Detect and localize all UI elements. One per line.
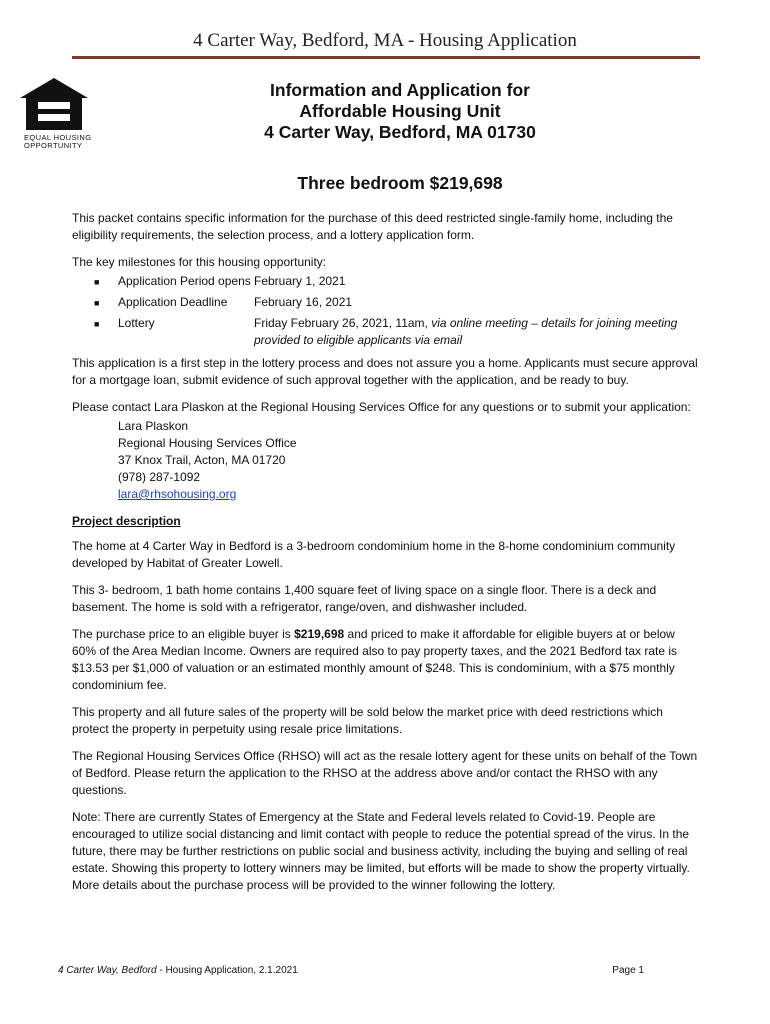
bullet-icon: ■ — [94, 319, 100, 329]
bullet-icon: ■ — [94, 277, 100, 287]
running-header: 4 Carter Way, Bedford, MA - Housing Application — [193, 30, 577, 51]
covid-note-paragraph: Note: There are currently States of Emergency at the State and Federal levels related to Covid-19. People are encouraged to utilize social distancing and limit contact with people to reduce the potential spread of the virus. In the future, there may be further restrictions on public social and business activity, including the buying and selling of real estate. Showing this property to lottery winners may be limited, but efforts will be made to show the property virtually. More details about the purchase process will be provided to the winner following the lottery. — [72, 810, 690, 892]
contact-name: Lara Plaskon — [118, 419, 189, 433]
contact-office: Regional Housing Services Office — [118, 436, 297, 450]
milestone-item — [94, 315, 700, 349]
logo-line-2: OPPORTUNITY — [24, 141, 83, 150]
footer-address: 4 Carter Way, Bedford — [58, 965, 157, 976]
milestone-label: Application Period opens — [118, 274, 251, 288]
milestone-item — [94, 273, 700, 291]
price-text-a: The purchase price to an eligible buyer is — [72, 627, 295, 641]
milestone-value: February 1, 2021 — [254, 274, 346, 288]
project-paragraph-3 — [72, 626, 700, 694]
project-paragraph-4: This property and all future sales of the property will be sold below the market price with deed restrictions which protect the property in perpetuity using resale price limitations. — [72, 705, 663, 736]
title-line-1: Information and Application for — [270, 80, 530, 100]
unit-subtitle: Three bedroom $219,698 — [297, 173, 503, 193]
milestone-item — [94, 294, 700, 312]
bullet-icon: ■ — [94, 298, 100, 308]
lottery-note: via online meeting – details for joining meeting provided to eligible applicants via email — [254, 316, 678, 347]
footer-document-label — [58, 965, 298, 976]
footer-doc-date: - Housing Application, 2.1.2021 — [156, 965, 298, 976]
intro-paragraph: This packet contains specific information for the purchase of this deed restricted single-family home, including the eligibility requirements, the selection process, and a lottery application form. — [72, 211, 673, 242]
contact-block — [118, 418, 700, 503]
milestones-heading: The key milestones for this housing opportunity: — [72, 255, 327, 269]
milestone-value: February 16, 2021 — [254, 295, 353, 309]
equal-housing-house-icon — [18, 76, 90, 132]
page-footer — [58, 965, 644, 976]
title-line-2: Affordable Housing Unit — [299, 101, 501, 121]
lottery-date: Friday February 26, 2021, 11am, — [254, 316, 432, 330]
project-description-heading: Project description — [72, 514, 181, 528]
header-rule — [72, 56, 700, 59]
milestones-list — [94, 273, 700, 349]
project-paragraph-5: The Regional Housing Services Office (RHSO) will act as the resale lottery agent for these units on behalf of the Town of Bedford. Please return the application to the RHSO at the address above and/or contact the RHSO with any questions. — [72, 749, 698, 797]
contact-intro: Please contact Lara Plaskon at the Regional Housing Services Office for any questions or to submit your application: — [72, 400, 691, 414]
project-paragraph-2: This 3- bedroom, 1 bath home contains 1,400 square feet of living space on a single floor. There is a deck and basement. The home is sold with a refrigerator, range/oven, and dishwasher included. — [72, 583, 657, 614]
logo-line-1: EQUAL HOUSING — [24, 133, 92, 142]
title-line-3: 4 Carter Way, Bedford, MA 01730 — [264, 122, 536, 142]
price-text-b: and priced to make it affordable for eligible buyers at or below 60% of the Area Median Income. Owners are required also to pay property taxes, and the 2021 Bedford tax rate is $13.53 per $1,000 of valuation or an estimated monthly amount of $248. This is condominium, with a $75 monthly condominium fee. — [72, 627, 678, 692]
contact-email-link[interactable]: lara@rhsohousing.org — [118, 487, 237, 501]
page-number: Page 1 — [612, 965, 644, 976]
milestone-value — [254, 315, 700, 349]
contact-phone: (978) 287-1092 — [118, 470, 201, 484]
document-title — [90, 80, 710, 143]
document-body — [72, 210, 700, 904]
project-paragraph-1: The home at 4 Carter Way in Bedford is a 3-bedroom condominium home in the 8-home condominium community developed by Habitat of Greater Lowell. — [72, 539, 676, 570]
contact-address: 37 Knox Trail, Acton, MA 01720 — [118, 453, 286, 467]
purchase-price: $219,698 — [294, 627, 345, 641]
milestone-label: Application Deadline — [118, 295, 228, 309]
first-step-paragraph: This application is a first step in the lottery process and does not assure you a home. Applicants must secure approval for a mortgage loan, submit evidence of such approval together with the application, and be ready to buy. — [72, 356, 698, 387]
milestone-label: Lottery — [118, 316, 155, 330]
equal-housing-logo — [18, 76, 94, 148]
